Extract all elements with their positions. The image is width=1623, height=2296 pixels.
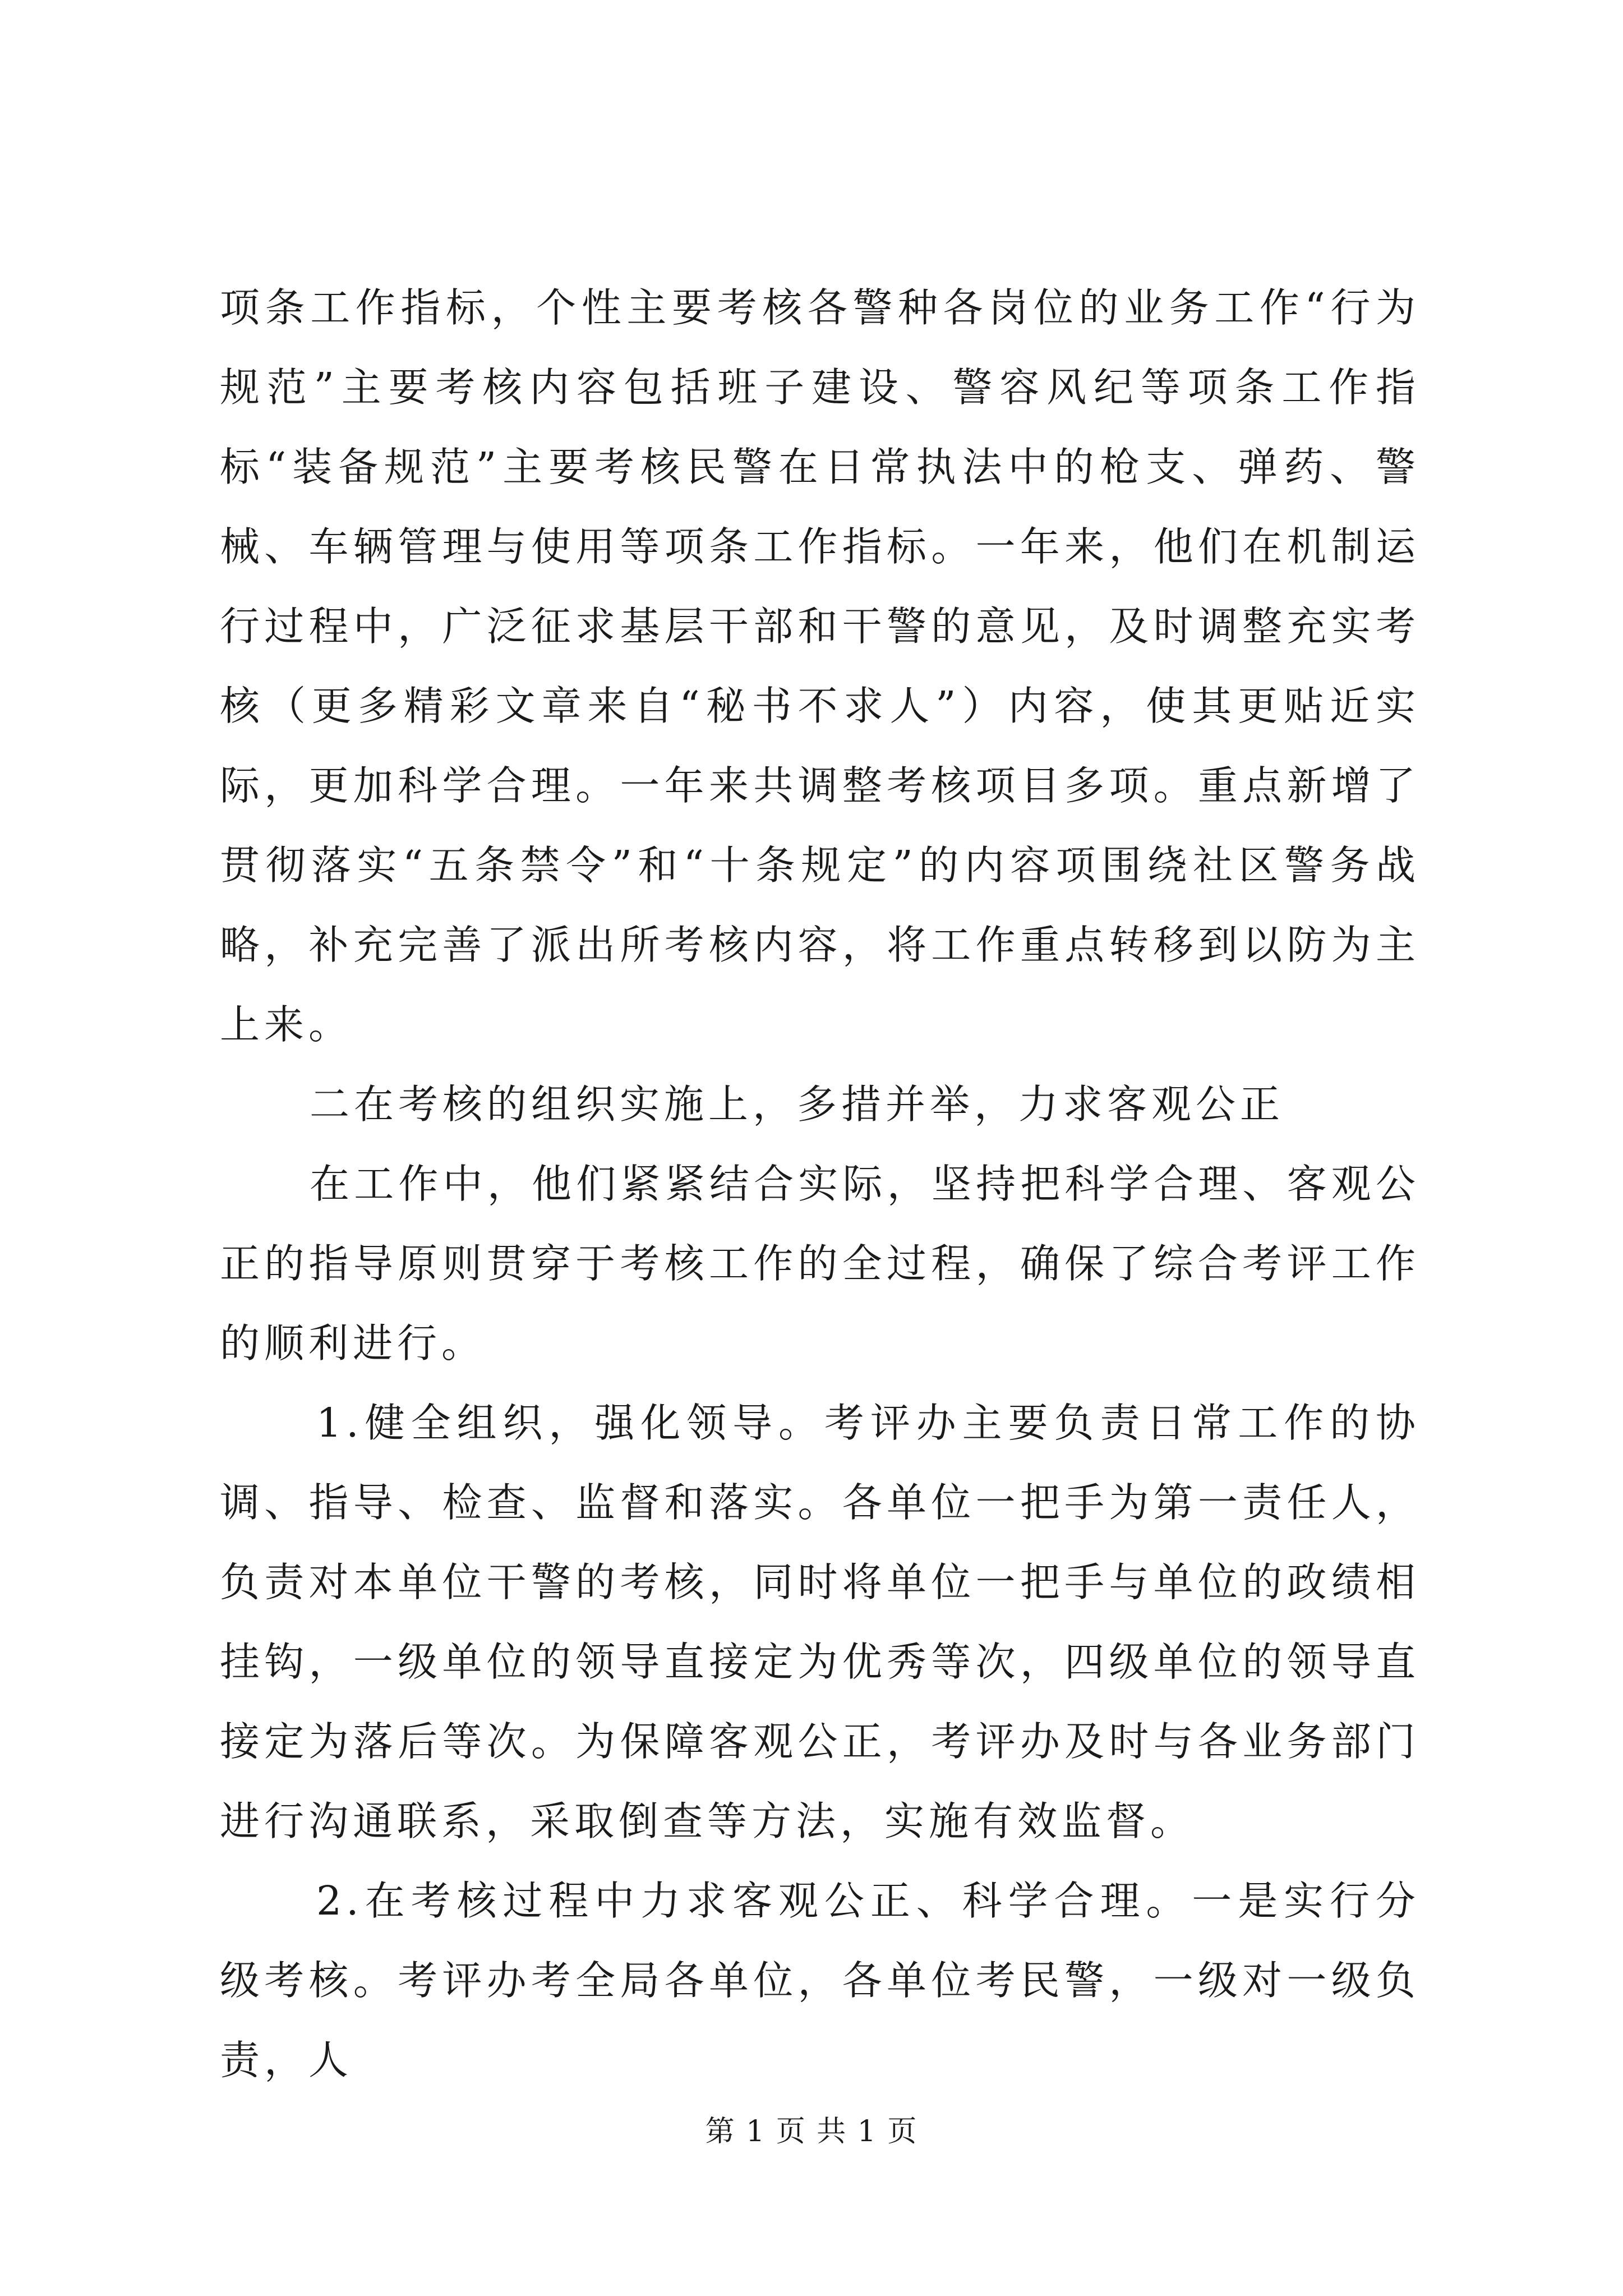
paragraph-item-1: 1.健全组织，强化领导。考评办主要负责日常工作的协调、指导、检查、监督和落实。各单位一把手为第一责任人，负责对本单位干警的考核，同时将单位一把手与单位的政绩相挂钩，一级单位的领导直接定为优秀等次，四级单位的领导直接定为落后等次。为保障客观公正，考评办及时与各业务部门进行沟通联系，采取倒查等方法，实施有效监督。 xyxy=(220,1400,1420,1844)
page-footer: 第 1 页 共 1 页 xyxy=(705,2115,918,2148)
paragraph-assessment-content: 项条工作指标，个性主要考核各警种各岗位的业务工作“行为规范”主要考核内容包括班子建设、警容风纪等项条工作指标“装备规范”主要考核民警在日常执法中的枪支、弹药、警械、车辆管理与使用等项条工作指标。一年来，他们在机制运行过程中，广泛征求基层干部和干警的意见，及时调整充实考核（更多精彩文章来自“秘书不求人”）内容，使其更贴近实际，更加科学合理。一年来共调整考核项目多项。重点新增了贯彻落实“五条禁令”和“十条规定”的内容项围绕社区警务战略，补充完善了派出所考核内容，将工作重点转移到以防为主上来。 xyxy=(220,284,1420,1048)
document-body xyxy=(220,268,1420,2100)
section-heading-implementation: 二在考核的组织实施上，多措并举，力求客观公正 xyxy=(310,1081,1285,1128)
paragraph-item-2: 2.在考核过程中力求客观公正、科学合理。一是实行分级考核。考评办考全局各单位，各单位考民警，一级对一级负责，人 xyxy=(220,1878,1420,2083)
paragraph-principles: 在工作中，他们紧紧结合实际，坚持把科学合理、客观公正的指导原则贯穿于考核工作的全过程，确保了综合考评工作的顺利进行。 xyxy=(220,1161,1420,1366)
